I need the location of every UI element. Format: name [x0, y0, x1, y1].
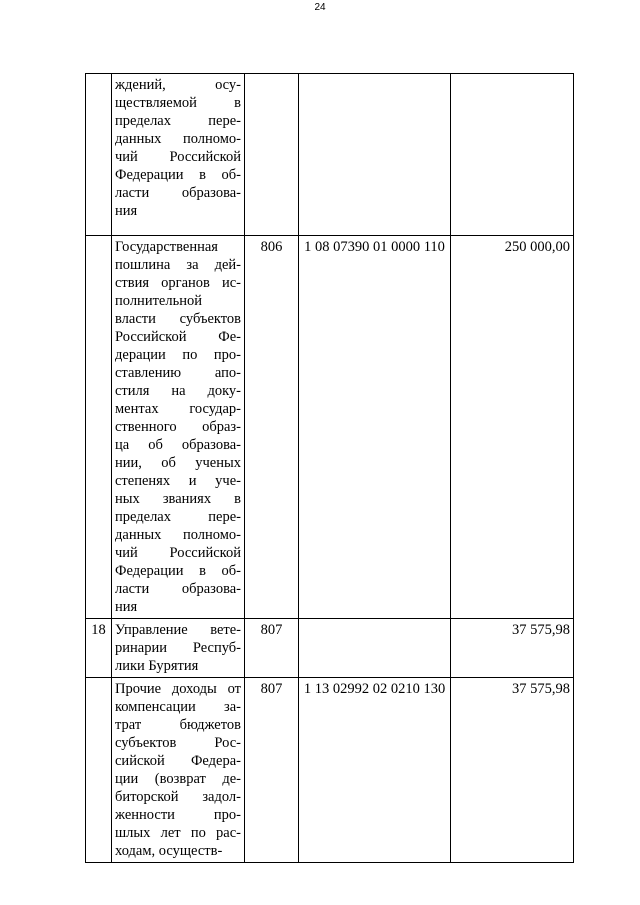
name-line: компенсации за- [115, 699, 241, 715]
name-line: шлых лет по рас- [115, 825, 241, 841]
name-line: ставлению апо- [115, 365, 241, 381]
name-line: ринарии Респуб- [115, 640, 241, 656]
name-line: полнительной [115, 293, 202, 309]
page-number: 24 [314, 2, 326, 13]
amount-cell [451, 74, 574, 236]
admin-code-cell: 807 [245, 678, 299, 863]
amount-cell: 250 000,00 [451, 236, 574, 619]
name-line: ждений, осу- [115, 77, 241, 93]
row-name-cell [112, 678, 245, 863]
budget-code-cell: 1 13 02992 02 0210 130 [299, 678, 451, 863]
row-number-cell: 18 [86, 619, 112, 678]
name-line: пределах пере- [115, 113, 241, 129]
name-line: пошлина за дей- [115, 257, 241, 273]
name-line: трат бюджетов [115, 717, 241, 733]
revenue-table [85, 73, 574, 863]
name-line: власти субъектов [115, 311, 241, 327]
name-line: Российской Фе- [115, 329, 241, 345]
name-line: степенях и уче- [115, 473, 241, 489]
row-number-cell [86, 74, 112, 236]
row-name-cell [112, 74, 245, 236]
name-line: ласти образова- [115, 185, 241, 201]
name-line: данных полномо- [115, 527, 241, 543]
table-row [86, 236, 574, 619]
name-line: ции (возврат де- [115, 771, 241, 787]
name-line: данных полномо- [115, 131, 241, 147]
name-line: субъектов Рос- [115, 735, 241, 751]
name-line: нии, об ученых [115, 455, 241, 471]
name-line: чий Российской [115, 149, 241, 165]
name-line: ходам, осуществ- [115, 843, 223, 859]
name-line: Федерации в об- [115, 167, 241, 183]
name-line: Управление вете- [115, 622, 241, 638]
table-row [86, 678, 574, 863]
admin-code-cell: 807 [245, 619, 299, 678]
name-line: Прочие доходы от [115, 681, 241, 697]
name-line: ца об образова- [115, 437, 241, 453]
row-number-cell [86, 236, 112, 619]
amount-cell: 37 575,98 [451, 619, 574, 678]
name-line: чий Российской [115, 545, 241, 561]
admin-code-cell [245, 74, 299, 236]
budget-code-cell [299, 619, 451, 678]
name-line: пределах пере- [115, 509, 241, 525]
name-line: ственного образ- [115, 419, 241, 435]
name-line: стиля на доку- [115, 383, 241, 399]
budget-code-cell [299, 74, 451, 236]
budget-code-cell: 1 08 07390 01 0000 110 [299, 236, 451, 619]
table-row [86, 619, 574, 678]
name-line: ществляемой в [115, 95, 241, 111]
name-line: Федерации в об- [115, 563, 241, 579]
row-name-cell [112, 236, 245, 619]
name-line: биторской задол- [115, 789, 241, 805]
name-line: ласти образова- [115, 581, 241, 597]
name-line: ментах государ- [115, 401, 241, 417]
name-line: дерации по про- [115, 347, 241, 363]
name-line: ных званиях в [115, 491, 241, 507]
name-line: сийской Федера- [115, 753, 241, 769]
amount-cell: 37 575,98 [451, 678, 574, 863]
name-line: ния [115, 599, 138, 615]
name-line: женности про- [115, 807, 241, 823]
name-line: лики Бурятия [115, 658, 199, 674]
name-line: ствия органов ис- [115, 275, 241, 291]
table-row [86, 74, 574, 236]
row-number-cell [86, 678, 112, 863]
row-name-cell [112, 619, 245, 678]
name-line: Государственная [115, 239, 218, 255]
name-line: ния [115, 203, 138, 219]
admin-code-cell: 806 [245, 236, 299, 619]
